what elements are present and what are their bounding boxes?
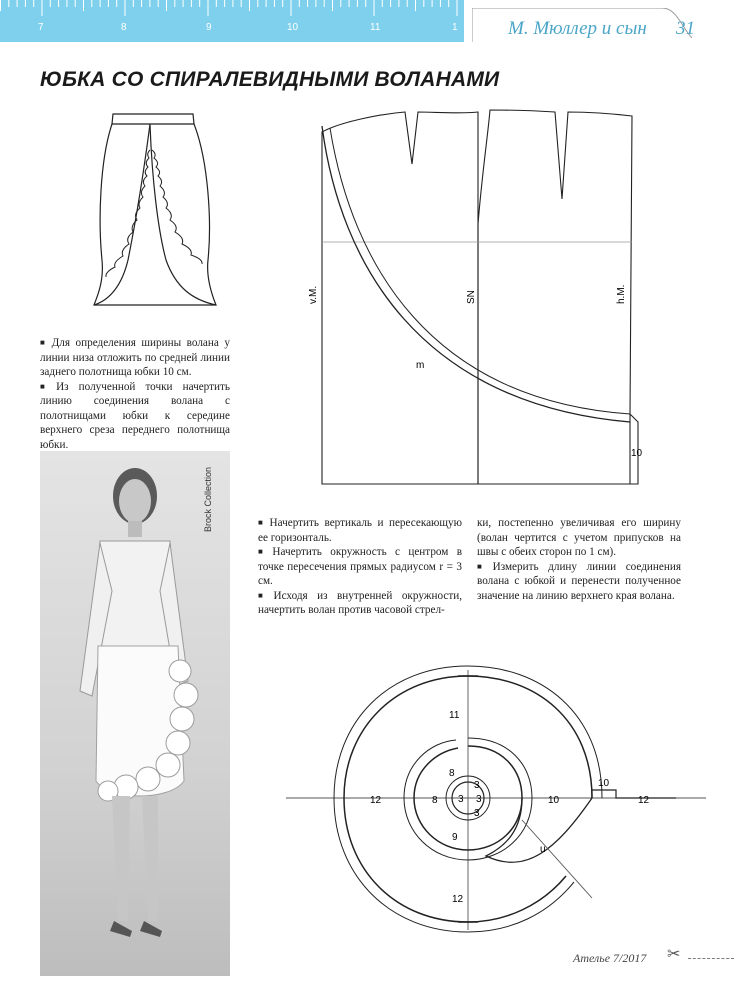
brand-name: М. Мюллер и сын (508, 18, 647, 39)
page-number: 31 (676, 18, 695, 39)
ruler-number: 7 (38, 22, 44, 33)
dim-label-3a: 3 (474, 780, 480, 791)
pattern-label-hm: h.M. (616, 284, 627, 304)
instructions-block-1 (40, 336, 230, 452)
ruler-number: 8 (121, 22, 127, 33)
page-title: ЮБКА СО СПИРАЛЕВИДНЫМИ ВОЛАНАМИ (40, 68, 500, 91)
instructions-block-2 (258, 516, 462, 618)
pattern-label-m: m (416, 360, 425, 371)
instruction-text: Начертить вертикаль и пересекающую ее горизонталь. (258, 517, 462, 544)
model-silhouette (40, 451, 230, 976)
pattern-label-vm: v.M. (308, 285, 319, 304)
pattern-label-10: 10 (631, 448, 643, 459)
dim-label-8-top: 8 (449, 768, 455, 779)
instruction-text: Для определения ширины волана у линии низа отложить по средней линии заднего полотнища юбки 10 см. (40, 337, 230, 378)
bullet-icon: ■ (258, 547, 269, 556)
photo-credit: Brock Collection (203, 466, 213, 532)
instruction-text: Начертить окружность с центром в точке пересечения прямых радиусом r = 3 см. (258, 546, 462, 587)
dim-label-3d: 3 (474, 808, 480, 819)
dim-label-3b: 3 (458, 794, 464, 805)
skirt-pattern-drawing (300, 104, 650, 494)
dim-label-u: u (540, 844, 546, 855)
dim-label-12-bottom: 12 (452, 894, 464, 905)
runway-photo (40, 451, 230, 976)
pattern-label-sn: SN (466, 290, 477, 304)
skirt-sketch (88, 110, 228, 310)
issue-footer: Ателье 7/2017 (573, 951, 647, 965)
ruler-number: 11 (370, 22, 381, 33)
scissors-icon: ✂ (667, 946, 681, 963)
bullet-icon: ■ (40, 381, 53, 391)
instruction-text: Исходя из внутренней окружности, начертить волан против часовой стрел- (258, 589, 462, 616)
bullet-icon: ■ (477, 561, 489, 571)
ruler-number: 1 (452, 22, 458, 33)
magazine-brand (472, 8, 695, 42)
header-ruler (0, 0, 464, 42)
bullet-icon: ■ (40, 338, 48, 347)
dim-label-10-step: 10 (598, 778, 610, 789)
instructions-block-3 (477, 516, 681, 603)
cut-line (688, 958, 734, 959)
ruler-number: 9 (206, 22, 212, 33)
dim-label-8-left: 8 (432, 795, 438, 806)
dim-label-12-left: 12 (370, 795, 382, 806)
dim-label-10-right: 10 (548, 795, 560, 806)
bullet-icon: ■ (258, 518, 266, 527)
dim-label-9: 9 (452, 832, 458, 843)
instruction-text: Из полученной точки начертить линию соединения волана с полотнищами юбки к середине верхнего среза переднего полотнища юбки. (40, 380, 230, 451)
bullet-icon: ■ (258, 590, 270, 600)
instruction-text: ки, постепенно увеличивая его ширину (волан чертится с учетом припусков на швы с обеих сторон по 1 см). (477, 517, 681, 558)
ruler-number: 10 (287, 22, 299, 33)
dim-label-12-right: 12 (638, 795, 650, 806)
spiral-flounce-diagram (286, 660, 706, 940)
ruler-ticks (0, 0, 464, 42)
dim-label-11: 11 (449, 710, 460, 721)
instruction-text: Измерить длину линии соединения волана с юбкой и перенести полученное значение на линию верхнего края волана. (477, 560, 681, 602)
dim-label-3c: 3 (476, 794, 482, 805)
